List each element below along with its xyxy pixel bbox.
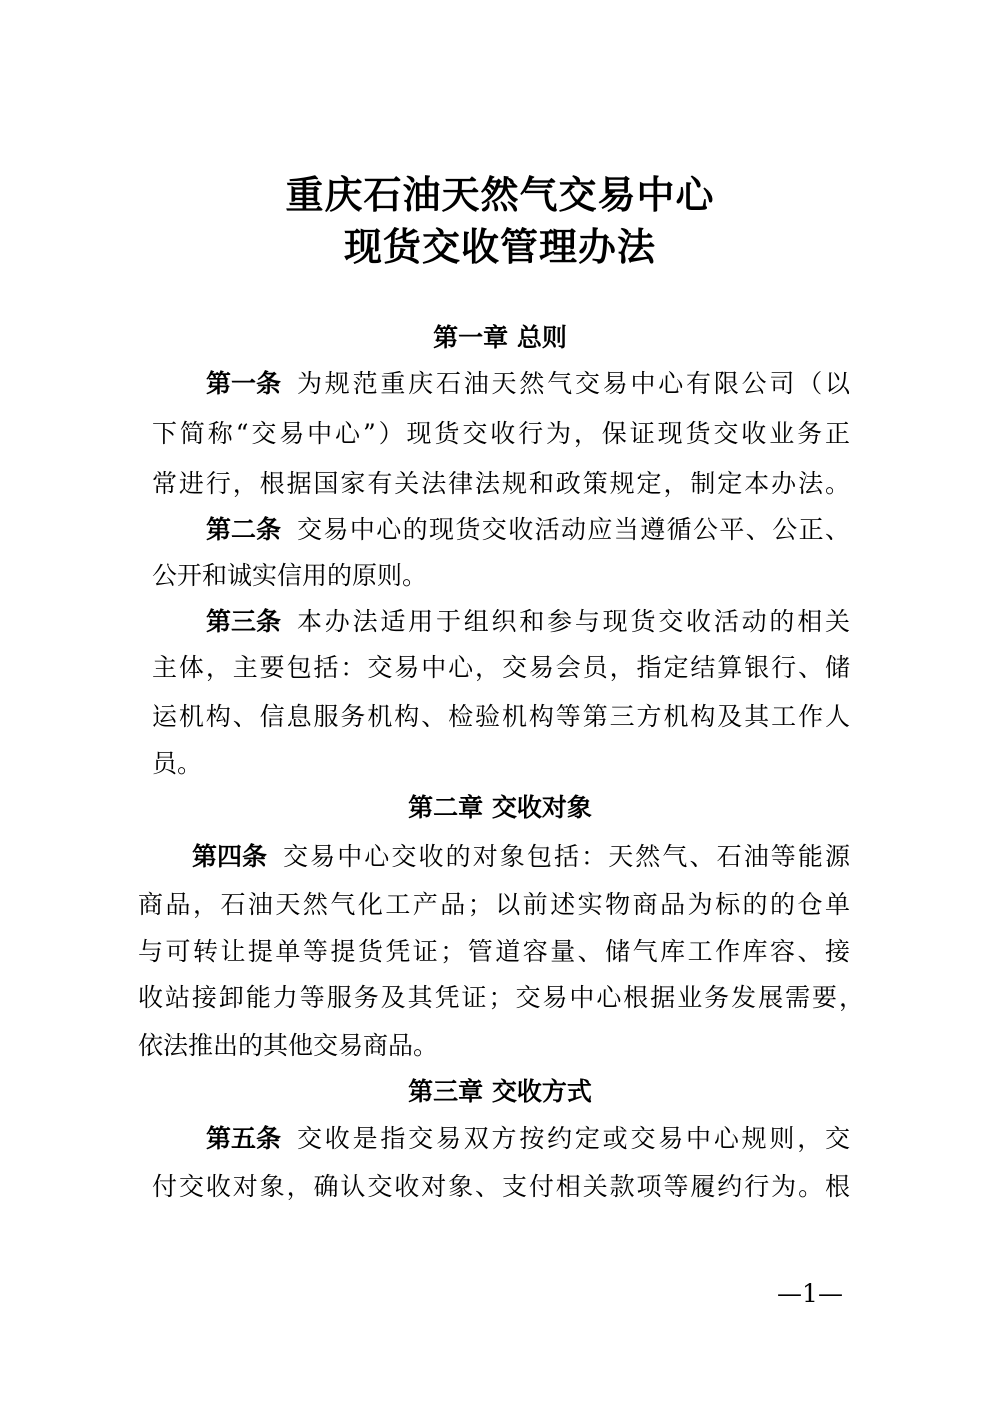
document-title-line-1: 重庆石油天然气交易中心 (285, 172, 715, 217)
article-4-text: 交易中心交收的对象包括：天然气、石油等能源 (283, 842, 850, 871)
article-2-label: 第二条 (206, 515, 282, 544)
article-1-line-2: 下简称“交易中心”）现货交收行为，保证现货交收业务正 (152, 419, 850, 448)
article-3-line-2: 主体，主要包括：交易中心，交易会员，指定结算银行、储 (152, 653, 850, 682)
article-4-line-1 (192, 832, 850, 882)
article-1-label: 第一条 (206, 369, 282, 398)
article-4-line-3: 与可转让提单等提货凭证；管道容量、储气库工作库容、接 (138, 937, 850, 966)
article-4-line-2: 商品，石油天然气化工产品；以前述实物商品为标的的仓单 (138, 890, 850, 919)
article-3-line-1 (206, 597, 850, 647)
article-3-line-3: 运机构、信息服务机构、检验机构等第三方机构及其工作人 (152, 702, 850, 731)
article-3-label: 第三条 (206, 607, 282, 636)
page-number: —1— (777, 1279, 843, 1308)
document-title-line-2: 现货交收管理办法 (343, 224, 656, 269)
article-4-line-4: 收站接卸能力等服务及其凭证；交易中心根据业务发展需要， (138, 983, 864, 1012)
article-2-line-2: 公开和诚实信用的原则。 (152, 561, 428, 590)
article-1-line-3: 常进行，根据国家有关法律法规和政策规定，制定本办法。 (152, 469, 850, 498)
chapter-heading-1: 第一章 总则 (433, 323, 567, 352)
article-5-label: 第五条 (206, 1124, 282, 1153)
article-5-text: 交收是指交易双方按约定或交易中心规则，交 (297, 1124, 850, 1153)
chapter-heading-3: 第三章 交收方式 (408, 1077, 592, 1106)
article-3-text: 本办法适用于组织和参与现货交收活动的相关 (297, 607, 850, 636)
article-1-text: 为规范重庆石油天然气交易中心有限公司（以 (297, 369, 850, 398)
article-1-line-1 (206, 359, 850, 409)
article-2-text: 交易中心的现货交收活动应当遵循公平、公正、 (297, 515, 850, 544)
article-4-line-5: 依法推出的其他交易商品。 (138, 1031, 439, 1060)
article-5-line-2: 付交收对象，确认交收对象、支付相关款项等履约行为。根 (152, 1172, 850, 1201)
article-2-line-1 (206, 505, 850, 555)
article-3-line-4: 员。 (152, 749, 203, 778)
article-4-label: 第四条 (192, 842, 268, 871)
article-5-line-1 (206, 1114, 850, 1164)
chapter-heading-2: 第二章 交收对象 (408, 793, 592, 822)
